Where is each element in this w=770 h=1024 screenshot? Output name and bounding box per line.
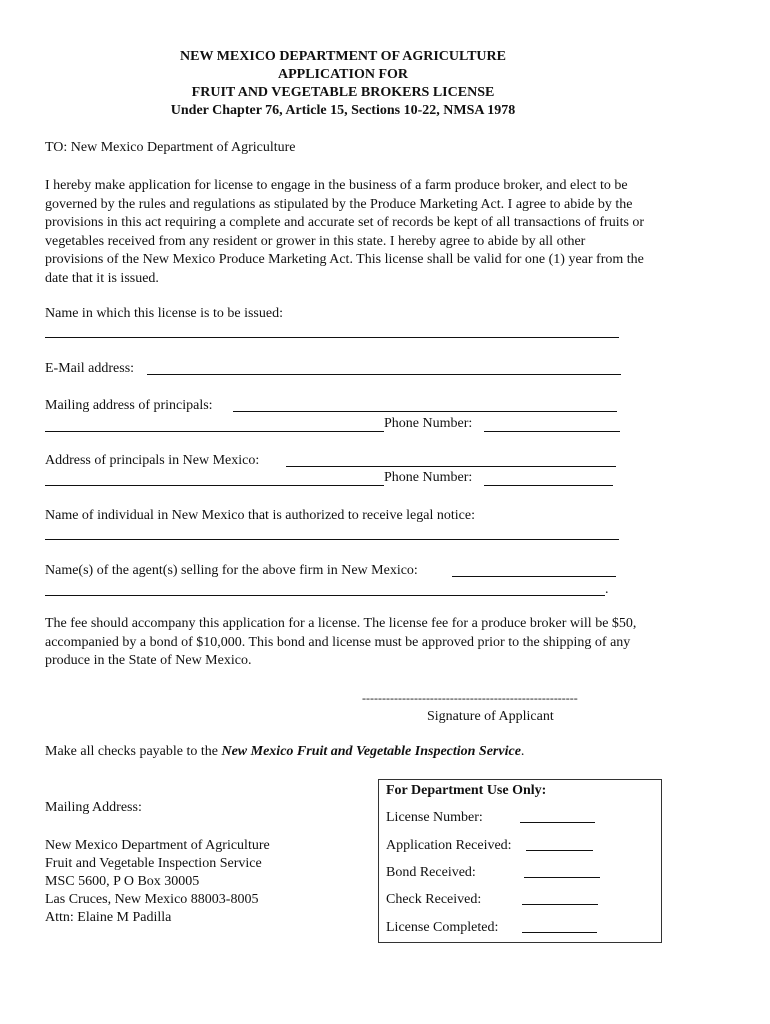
check-received-label: Check Received:	[386, 892, 482, 907]
mailing-address-label: Mailing address of principals:	[45, 398, 213, 413]
to-line: TO: New Mexico Department of Agriculture	[45, 140, 296, 155]
header-title: NEW MEXICO DEPARTMENT OF AGRICULTURE	[180, 49, 506, 64]
license-completed-input[interactable]	[522, 918, 597, 932]
header-license-type: FRUIT AND VEGETABLE BROKERS LICENSE	[191, 85, 495, 100]
signature-label: Signature of Applicant	[427, 709, 554, 724]
header-subtitle: APPLICATION FOR	[277, 67, 409, 82]
header-statute: Under Chapter 76, Article 15, Sections 10-22, NMSA 1978	[170, 103, 516, 118]
mailing-line-5: Attn: Elaine M Padilla	[45, 910, 172, 925]
bond-received-input[interactable]	[524, 863, 600, 877]
license-completed-underline	[522, 932, 597, 933]
checks-payable-line	[45, 743, 524, 761]
mailing-line-1: New Mexico Department of Agriculture	[45, 838, 270, 853]
mailing-phone-input[interactable]	[484, 415, 620, 431]
check-received-underline	[522, 904, 598, 905]
nm-address-label: Address of principals in New Mexico:	[45, 453, 260, 468]
mailing-address-input-2[interactable]	[45, 415, 384, 431]
email-input[interactable]	[147, 358, 621, 374]
agents-underline	[452, 576, 616, 577]
application-received-underline	[526, 850, 593, 851]
license-number-underline	[520, 822, 595, 823]
nm-phone-input[interactable]	[484, 469, 613, 485]
nm-address-underline	[286, 466, 616, 467]
agents-input[interactable]	[452, 560, 616, 576]
signature-line[interactable]: ------------------------------------------------------	[362, 691, 578, 705]
mailing-phone-underline	[484, 431, 620, 432]
agents-label: Name(s) of the agent(s) selling for the above firm in New Mexico:	[45, 563, 418, 578]
mailing-address-underline-2	[45, 431, 384, 432]
nm-address-underline-2	[45, 485, 384, 486]
license-completed-label: License Completed:	[386, 920, 499, 935]
license-number-label: License Number:	[386, 810, 483, 825]
mailing-address-input[interactable]	[233, 395, 617, 411]
legal-notice-label: Name of individual in New Mexico that is authorized to receive legal notice:	[45, 508, 475, 523]
nm-address-input[interactable]	[286, 450, 616, 466]
license-number-input[interactable]	[520, 808, 595, 822]
checks-payee: New Mexico Fruit and Vegetable Inspection Service	[221, 744, 521, 759]
application-received-input[interactable]	[526, 836, 593, 850]
fee-paragraph: The fee should accompany this application for a license. The license fee for a produce broker will be $50, accompanied by a bond of $10,000. This bond and license must be approved prior to the shipping of any produce in the State of New Mexico.	[45, 616, 637, 668]
mailing-line-2: Fruit and Vegetable Inspection Service	[45, 856, 262, 871]
nm-address-input-2[interactable]	[45, 469, 384, 485]
email-label: E-Mail address:	[45, 361, 135, 376]
application-received-label: Application Received:	[386, 838, 512, 853]
mailing-address-underline	[233, 411, 617, 412]
check-received-input[interactable]	[522, 890, 598, 904]
nm-phone-label: Phone Number:	[384, 470, 473, 485]
mailing-label: Mailing Address:	[45, 800, 142, 815]
agents-underline-2	[45, 595, 605, 596]
agents-period: .	[605, 582, 609, 597]
mailing-phone-label: Phone Number:	[384, 416, 473, 431]
bond-received-label: Bond Received:	[386, 865, 476, 880]
checks-prefix: Make all checks payable to the	[45, 744, 222, 759]
legal-notice-underline	[45, 539, 619, 540]
department-box-title: For Department Use Only:	[386, 783, 547, 798]
mailing-line-4: Las Cruces, New Mexico 88003-8005	[45, 892, 259, 907]
nm-phone-underline	[484, 485, 613, 486]
license-name-label: Name in which this license is to be issued:	[45, 306, 283, 321]
intro-paragraph: I hereby make application for license to engage in the business of a farm produce broker, and elect to be governed by the rules and regulations as stipulated by the Produce Marketing Act. I agree to abide by the provisions in this act requiring a complete and accurate set of records be kept of all transactions of fruits or vegetables received from any resident or grower in this state. I hereby agree to abide by all other provisions of the New Mexico Produce Marketing Act. This license shall be valid for one (1) year from the date that it is issued.	[45, 178, 645, 286]
mailing-line-3: MSC 5600, P O Box 30005	[45, 874, 200, 889]
bond-received-underline	[524, 877, 600, 878]
checks-suffix: .	[520, 744, 525, 759]
agents-input-2[interactable]	[45, 579, 605, 595]
license-name-underline	[45, 337, 619, 338]
legal-notice-input[interactable]	[45, 523, 619, 539]
license-name-input[interactable]	[45, 321, 619, 337]
email-underline	[147, 374, 621, 375]
